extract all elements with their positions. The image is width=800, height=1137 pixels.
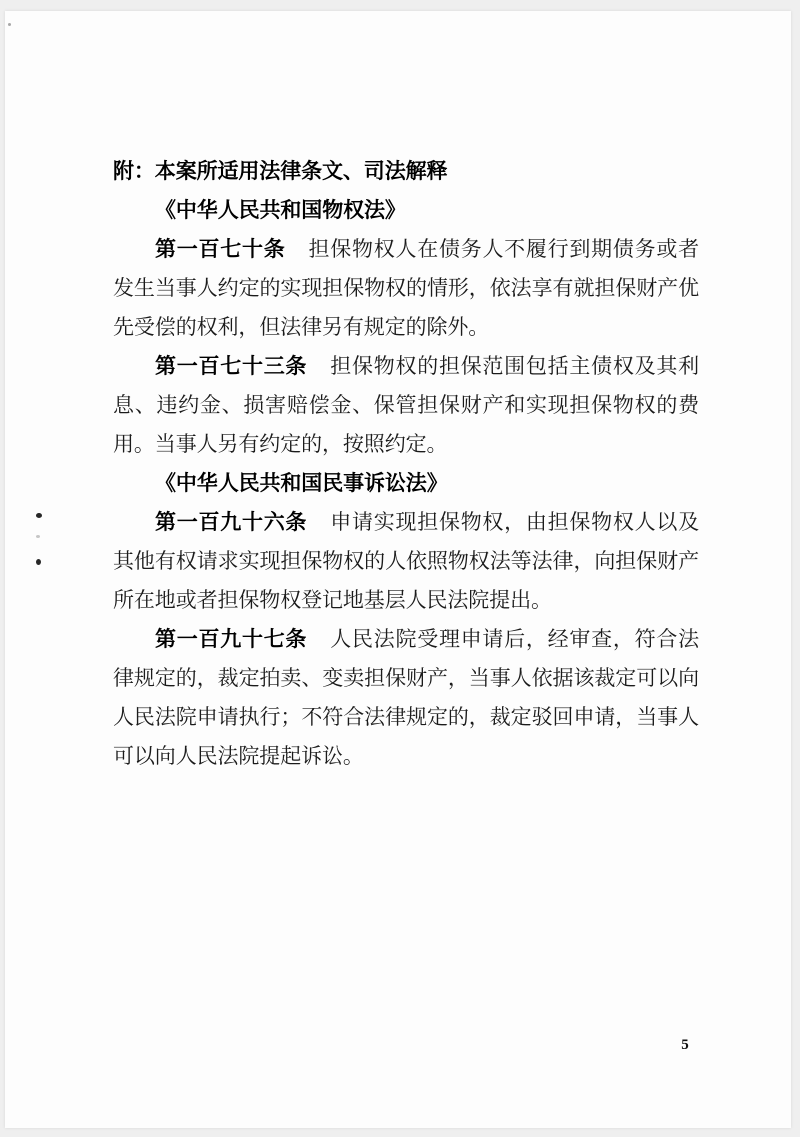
article-196	[113, 503, 699, 620]
document-body	[113, 152, 699, 776]
article-text: 担保物权的担保范围包括主债权及其利息、违约金、损害赔偿金、保管担保财产和实现担保物权的费用。当事人另有约定的，按照约定。	[113, 354, 699, 456]
article-173	[113, 347, 699, 464]
page-number: 5	[681, 1037, 689, 1053]
article-number: 第一百九十七条	[155, 627, 308, 651]
law-title-text: 《中华人民共和国物权法》	[155, 198, 406, 222]
law-title-civil-procedure-law	[113, 464, 699, 503]
article-197	[113, 620, 699, 776]
scan-artifact-dot	[36, 559, 41, 565]
law-title-property-law	[113, 191, 699, 230]
attachment-heading-text: 附：本案所适用法律条文、司法解释	[113, 159, 448, 183]
law-title-text: 《中华人民共和国民事诉讼法》	[155, 471, 448, 495]
article-number: 第一百七十三条	[155, 354, 308, 378]
article-text: 担保物权人在债务人不履行到期债务或者发生当事人约定的实现担保物权的情形，依法享有就担保财产优先受偿的权利，但法律另有规定的除外。	[113, 237, 699, 339]
scan-artifact-dot	[36, 535, 40, 538]
document-page	[5, 11, 791, 1128]
scan-artifact-dot	[8, 23, 11, 26]
article-number: 第一百九十六条	[155, 510, 308, 534]
article-text: 人民法院受理申请后，经审查，符合法律规定的，裁定拍卖、变卖担保财产，当事人依据该裁定可以向人民法院申请执行；不符合法律规定的，裁定驳回申请，当事人可以向人民法院提起诉讼。	[113, 627, 699, 768]
article-text: 申请实现担保物权，由担保物权人以及其他有权请求实现担保物权的人依照物权法等法律，向担保财产所在地或者担保物权登记地基层人民法院提出。	[113, 510, 699, 612]
attachment-heading	[113, 152, 699, 191]
article-number: 第一百七十条	[155, 237, 286, 261]
scan-artifact-dot	[36, 513, 42, 518]
article-170	[113, 230, 699, 347]
